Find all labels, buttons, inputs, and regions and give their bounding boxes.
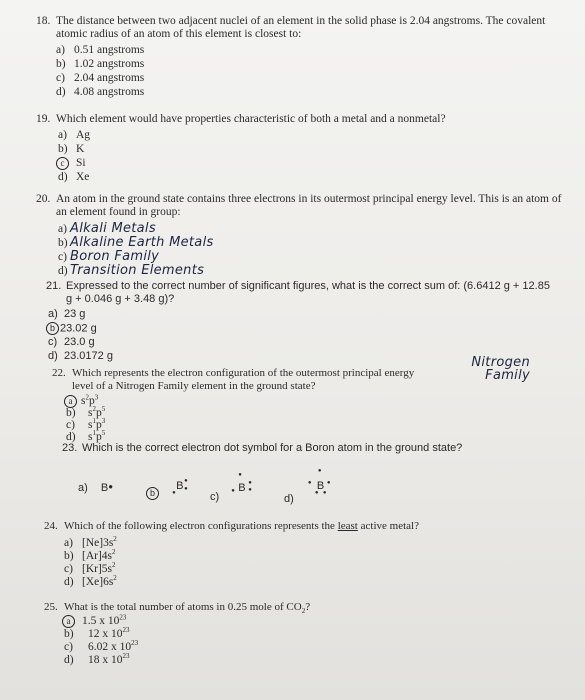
option-25a[interactable]: a 1.5 x $10^{23}$ bbox=[62, 615, 126, 628]
option-25d[interactable]: d) 18 x $10^{23}$ bbox=[64, 652, 130, 666]
handwritten-annotation: Nitrogen Family bbox=[471, 355, 530, 383]
selected-answer-circle: a bbox=[62, 615, 75, 628]
option-19c[interactable]: c Si bbox=[56, 157, 86, 170]
question-number: 22. bbox=[52, 367, 66, 379]
selected-answer-circle: b bbox=[146, 487, 159, 500]
option-24d[interactable]: d) $[Xe]6s^2$ bbox=[64, 574, 117, 588]
electron-dot: ● bbox=[172, 490, 176, 496]
question-20 bbox=[36, 193, 581, 219]
option-18d[interactable]: d) 4.08 angstroms bbox=[56, 86, 145, 98]
option-18a[interactable]: a) 0.51 angstroms bbox=[56, 44, 145, 56]
question-number: 25. bbox=[44, 601, 58, 613]
question-number: 23. bbox=[62, 442, 78, 454]
electron-dot: ● bbox=[231, 488, 235, 494]
question-number: 21. bbox=[46, 280, 62, 292]
question-23 bbox=[62, 442, 562, 455]
option-23d[interactable]: d) B ● ● ● ● ● bbox=[284, 476, 335, 505]
question-stem: Which of the following electron configurations represents the least active metal? bbox=[64, 520, 419, 532]
dot-symbol-boron: B bbox=[100, 482, 109, 494]
question-21 bbox=[46, 280, 576, 306]
handwritten-answer: Transition Elements bbox=[70, 263, 205, 278]
option-22c[interactable]: c) $s^1p^3$ bbox=[66, 417, 106, 431]
option-21d[interactable]: d) 23.0172 g bbox=[48, 350, 113, 362]
option-22b[interactable]: b) $s^2p^5$ bbox=[66, 405, 106, 419]
question-24 bbox=[44, 520, 564, 533]
option-24c[interactable]: c) $[Kr]5s^2$ bbox=[64, 561, 116, 575]
option-23c[interactable]: c) B ● ● ● ● bbox=[210, 478, 258, 503]
question-stem: Which represents the electron configuration of the outermost principal energy level of a Nitrogen Family element in the ground state? bbox=[72, 367, 415, 392]
handwritten-answer: Alkali Metals bbox=[70, 221, 156, 236]
electron-dot: ● bbox=[184, 478, 188, 484]
electron-dot: ● bbox=[317, 468, 322, 474]
option-19a[interactable]: a) Ag bbox=[58, 129, 91, 141]
option-22a[interactable]: a $s^2p^3$ bbox=[64, 395, 98, 408]
electron-dot: ● bbox=[248, 480, 252, 486]
dot-symbol-boron: B ● ● ● ● ● bbox=[307, 468, 331, 496]
option-20d[interactable]: d) Transition Elements bbox=[58, 263, 205, 278]
electron-dot: ● bbox=[326, 480, 331, 486]
electron-dot: ● bbox=[108, 482, 114, 491]
option-19d[interactable]: d) Xe bbox=[58, 171, 90, 183]
option-20a[interactable]: a) Alkali Metals bbox=[58, 221, 156, 236]
question-18 bbox=[36, 15, 576, 41]
selected-answer-circle: b bbox=[46, 322, 59, 335]
option-25b[interactable]: b) 12 x $10^{23}$ bbox=[64, 626, 130, 640]
electron-dot: ● bbox=[314, 490, 319, 496]
question-stem: What is the total number of atoms in 0.25 mole of $CO_2$? bbox=[64, 601, 311, 616]
electron-dot: ● bbox=[184, 486, 188, 492]
option-22d[interactable]: d) $s^1p^5$ bbox=[66, 429, 106, 443]
question-number: 24. bbox=[44, 520, 58, 532]
option-19b[interactable]: b) K bbox=[58, 143, 85, 155]
selected-answer-circle: a bbox=[64, 395, 77, 408]
option-25c[interactable]: c) 6.02 x $10^{23}$ bbox=[64, 639, 139, 653]
question-stem: The distance between two adjacent nuclei of an element in the solid phase is 2.04 angstroms. The covalent atomic radius of an atom of this element is closest to: bbox=[56, 15, 546, 40]
question-stem: Expressed to the correct number of significant figures, what is the correct sum of: (6.6412 g + 12.85 g + 0.046 g + 3.48 g)? bbox=[66, 280, 550, 305]
electron-dot: ● bbox=[238, 472, 242, 478]
question-22 bbox=[52, 367, 432, 393]
question-25 bbox=[44, 601, 564, 614]
question-stem: An atom in the ground state contains three electrons in its outermost principal energy level. This is an atom of an element found in group: bbox=[56, 193, 562, 218]
option-18b[interactable]: b) 1.02 angstroms bbox=[56, 58, 145, 70]
handwritten-answer: Alkaline Earth Metals bbox=[70, 235, 214, 250]
option-21a[interactable]: a) 23 g bbox=[48, 308, 86, 320]
dot-symbol-boron: B ● ● ● bbox=[172, 478, 188, 496]
option-23a[interactable]: a) B● bbox=[78, 482, 114, 494]
electron-dot: ● bbox=[322, 490, 327, 496]
question-number: 18. bbox=[36, 15, 51, 27]
option-24b[interactable]: b) $[Ar]4s^2$ bbox=[64, 548, 116, 562]
question-number: 19. bbox=[36, 113, 51, 125]
question-stem: Which element would have properties characteristic of both a metal and a nonmetal? bbox=[56, 113, 446, 125]
option-21b[interactable]: b 23.02 g bbox=[46, 322, 97, 335]
option-23b[interactable] bbox=[146, 478, 198, 500]
option-18c[interactable]: c) 2.04 angstroms bbox=[56, 72, 145, 84]
option-20c[interactable]: c) Boron Family bbox=[58, 249, 160, 264]
electron-dot: ● bbox=[248, 487, 252, 493]
option-20b[interactable]: b) Alkaline Earth Metals bbox=[58, 235, 214, 250]
option-21c[interactable]: c) 23.0 g bbox=[48, 336, 95, 348]
option-24a[interactable]: a) $[Ne]3s^2$ bbox=[64, 535, 117, 549]
selected-answer-circle: c bbox=[56, 157, 69, 170]
electron-dot: ● bbox=[307, 480, 312, 486]
handwritten-answer: Boron Family bbox=[70, 249, 160, 264]
question-19 bbox=[36, 113, 576, 126]
question-stem: Which is the correct electron dot symbol for a Boron atom in the ground state? bbox=[82, 442, 463, 454]
question-number: 20. bbox=[36, 193, 51, 205]
dot-symbol-boron: B ● ● ● ● bbox=[231, 472, 252, 494]
